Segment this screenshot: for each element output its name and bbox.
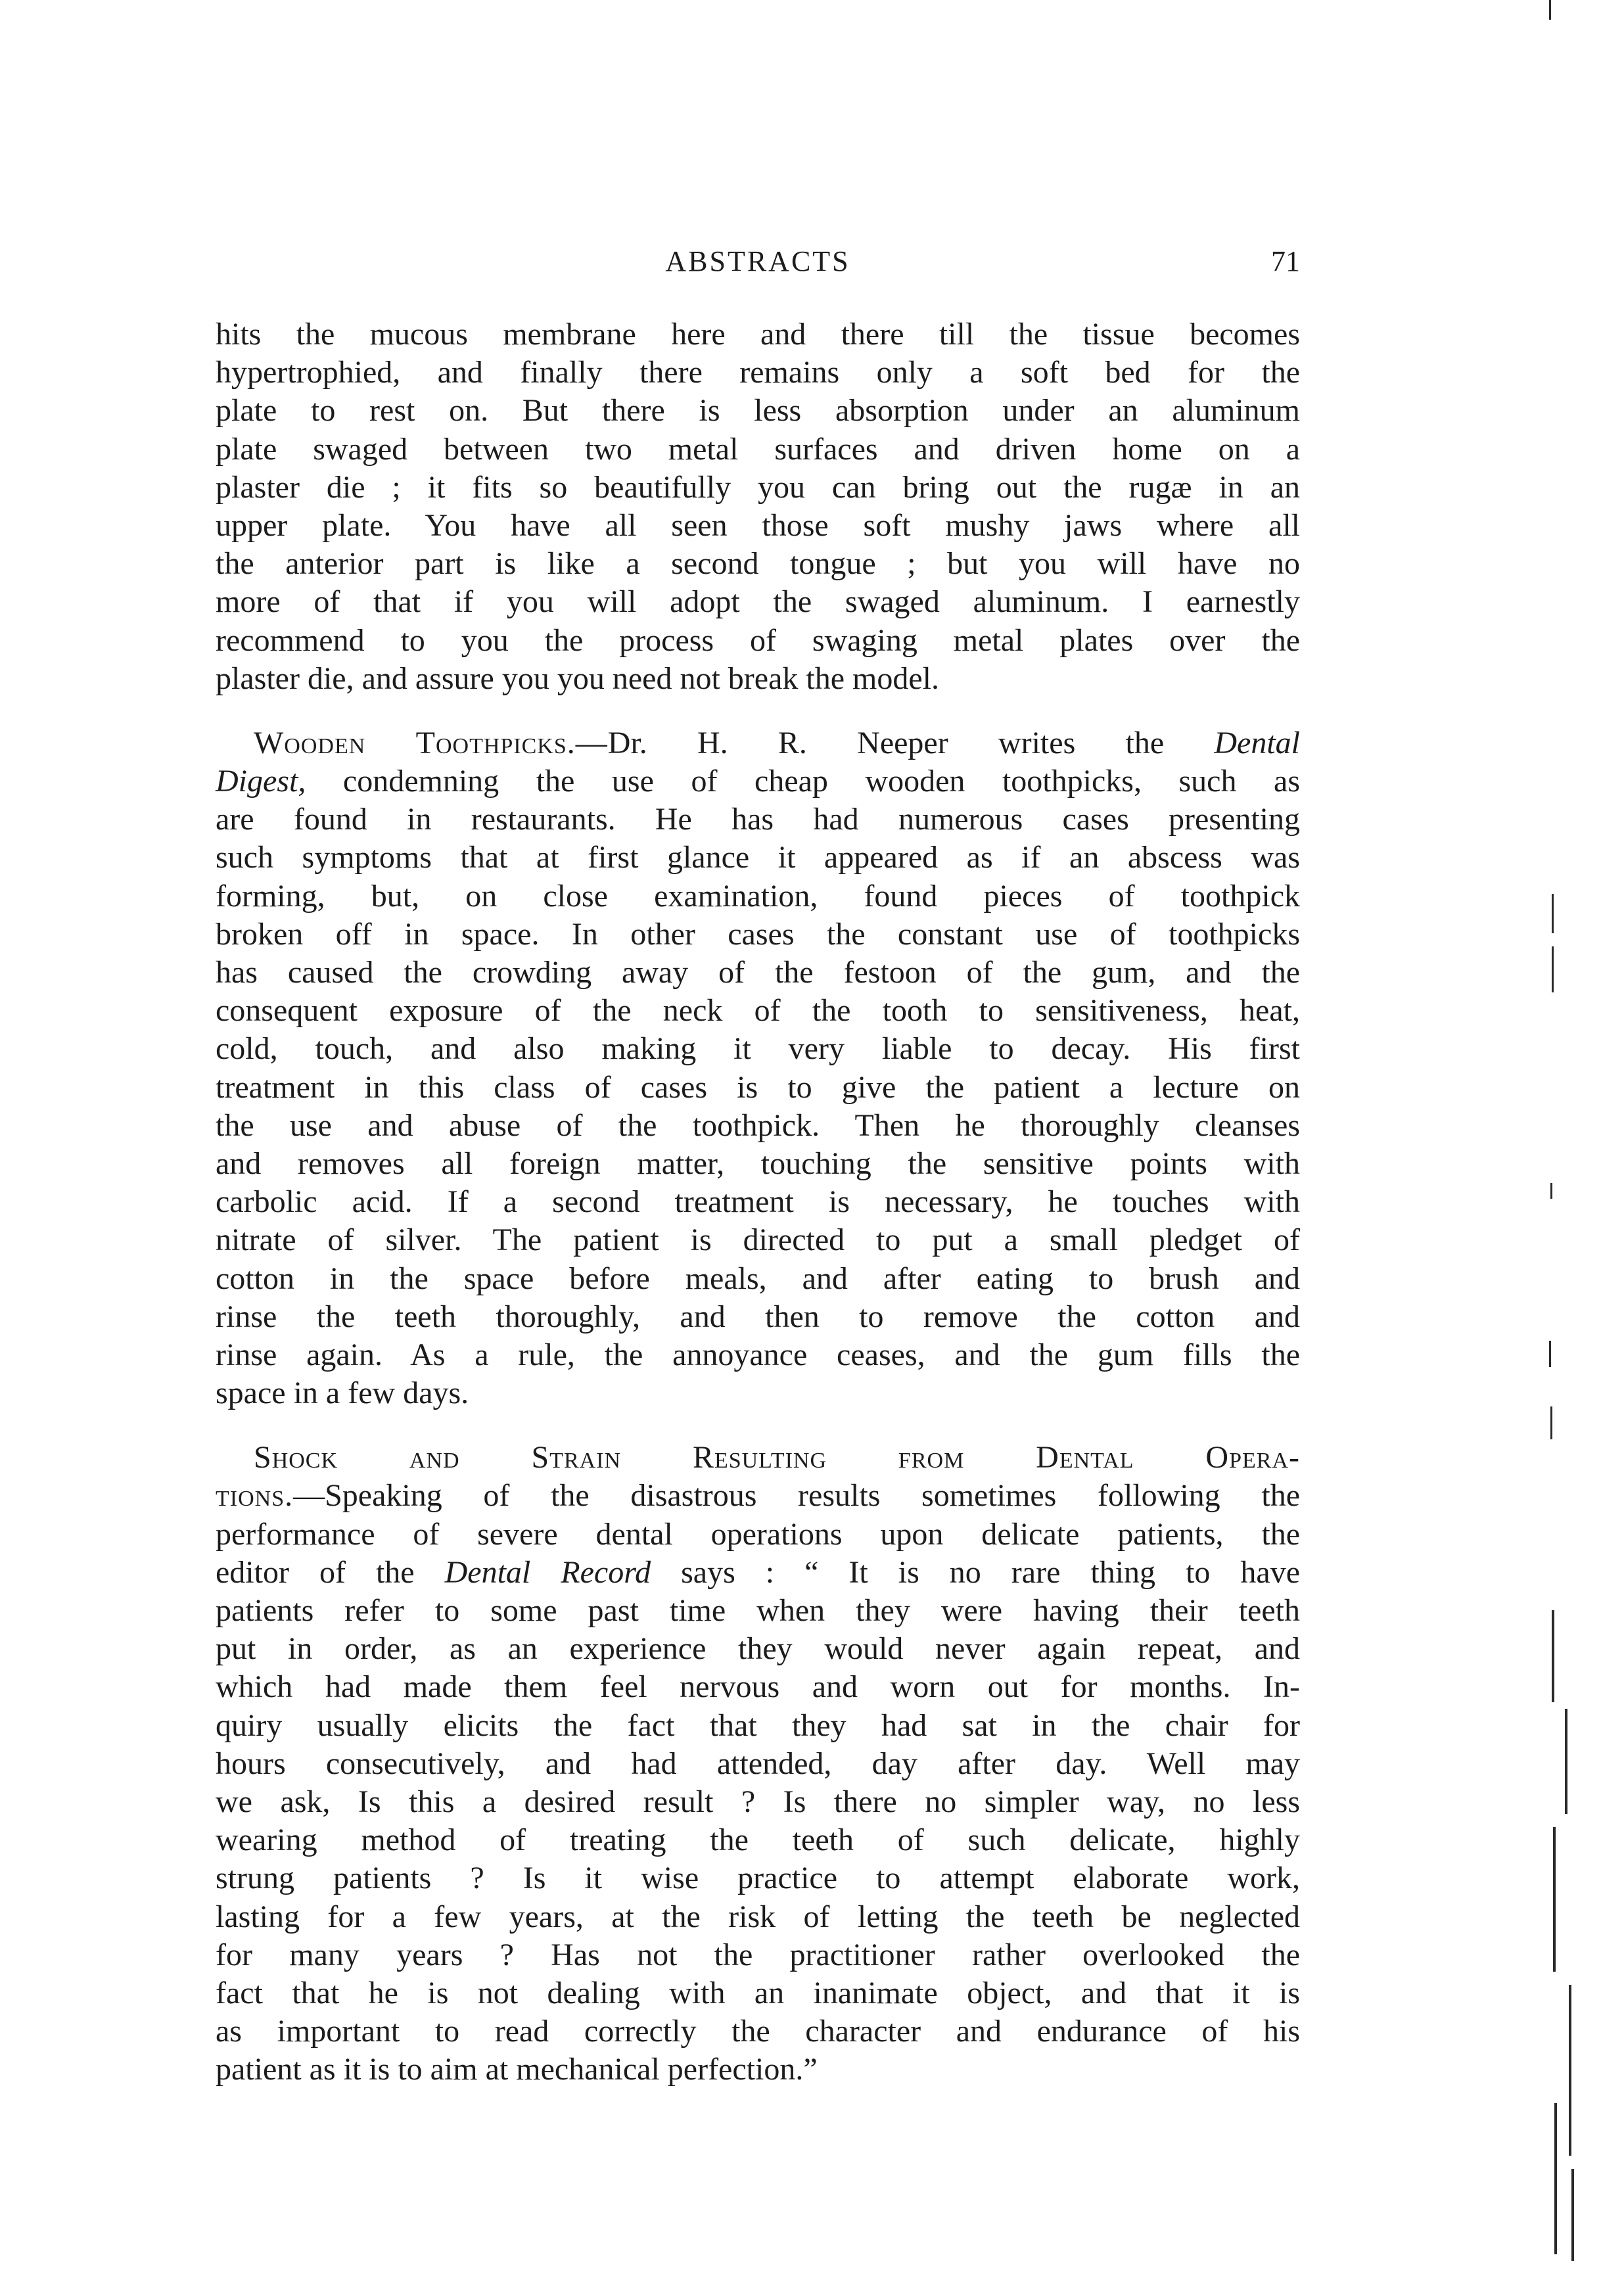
text-line: carbolic acid. If a second treatment is necessary, he touches with bbox=[216, 1184, 1300, 1220]
scan-mark bbox=[1549, 1341, 1551, 1367]
running-head bbox=[216, 244, 1300, 290]
text-line: consequent exposure of the neck of the tooth to sensitiveness, heat, bbox=[216, 993, 1300, 1029]
text-line: plate swaged between two metal surfaces and driven home on a bbox=[216, 431, 1300, 467]
text-line: quiry usually elicits the fact that they had sat in the chair for bbox=[216, 1707, 1300, 1743]
text-line: which had made them feel nervous and worn out for months. In- bbox=[216, 1669, 1300, 1705]
text-line: hypertrophied, and finally there remains only a soft bed for the bbox=[216, 355, 1300, 390]
text-line: plaster die ; it fits so beautifully you can bring out the rugæ in an bbox=[216, 469, 1300, 505]
text-segment: —Speaking of the disastrous results sometimes following the bbox=[293, 1478, 1300, 1514]
text-line: space in a few days. bbox=[216, 1376, 469, 1411]
page-number: 71 bbox=[1271, 245, 1300, 277]
scan-mark bbox=[1549, 0, 1551, 20]
text-line: patient as it is to aim at mechanical perfection.” bbox=[216, 2052, 818, 2087]
section-heading-shock: Shock and Strain Resulting from Dental Opera- bbox=[254, 1440, 1300, 1475]
scan-mark bbox=[1550, 1183, 1552, 1199]
running-title: ABSTRACTS bbox=[665, 245, 850, 277]
text-line: such symptoms that at first glance it appeared as if an abscess was bbox=[216, 840, 1300, 875]
text-line: nitrate of silver. The patient is directed to put a small pledget of bbox=[216, 1222, 1300, 1258]
text-line: and removes all foreign matter, touching the sensitive points with bbox=[216, 1146, 1300, 1181]
scan-mark bbox=[1571, 2169, 1574, 2261]
scan-mark bbox=[1550, 1406, 1552, 1439]
body-text bbox=[216, 315, 1300, 2089]
text-line bbox=[216, 1477, 1300, 1515]
text-line bbox=[216, 1554, 1300, 1592]
text-line: rinse the teeth thoroughly, and then to remove the cotton and bbox=[216, 1299, 1300, 1334]
text-line: we ask, Is this a desired result ? Is there no simpler way, no less bbox=[216, 1784, 1300, 1819]
text-line: as important to read correctly the character and endurance of his bbox=[216, 2014, 1300, 2049]
text-line: cotton in the space before meals, and after eating to brush and bbox=[216, 1261, 1300, 1296]
scan-edge-marks bbox=[1545, 0, 1624, 2274]
text-line: recommend to you the process of swaging metal plates over the bbox=[216, 622, 1300, 658]
text-line: more of that if you will adopt the swaged aluminum. I earnestly bbox=[216, 584, 1300, 620]
scan-mark bbox=[1552, 894, 1554, 933]
text-line: cold, touch, and also making it very liable to decay. His first bbox=[216, 1031, 1300, 1067]
section-heading-shock-end: tions. bbox=[216, 1478, 294, 1514]
text-segment: Dr. H. R. Neeper writes the bbox=[607, 725, 1165, 760]
text-line: for many years ? Has not the practitioner rather overlooked the bbox=[216, 1937, 1300, 1972]
text-line: the anterior part is like a second tongue ; but you will have no bbox=[216, 546, 1300, 582]
text-line: performance of severe dental operations upon delicate patients, the bbox=[216, 1516, 1300, 1552]
text-line: hours consecutively, and had attended, day after day. Well may bbox=[216, 1746, 1300, 1781]
text-line: fact that he is not dealing with an inanimate object, and that it is bbox=[216, 1975, 1300, 2010]
text-line: put in order, as an experience they would never again repeat, and bbox=[216, 1631, 1300, 1667]
scan-mark bbox=[1553, 1827, 1556, 1972]
paragraph-gap bbox=[216, 1412, 1300, 1439]
text-line: are found in restaurants. He has had numerous cases presenting bbox=[216, 802, 1300, 837]
journal-title: Dental bbox=[1214, 725, 1301, 760]
scan-mark bbox=[1552, 946, 1554, 992]
text-line: forming, but, on close examination, found pieces of toothpick bbox=[216, 878, 1300, 914]
text-segment: editor of the bbox=[216, 1554, 415, 1590]
text-line: rinse again. As a rule, the annoyance ceases, and the gum fills the bbox=[216, 1337, 1300, 1372]
paragraph-gap bbox=[216, 698, 1300, 724]
scan-mark bbox=[1554, 2103, 1557, 2254]
section-heading-toothpicks: Wooden Toothpicks.— bbox=[254, 725, 608, 760]
text-line: upper plate. You have all seen those soft mushy jaws where all bbox=[216, 507, 1300, 543]
text-segment: says : “ It is no rare thing to have bbox=[681, 1554, 1301, 1590]
text-line bbox=[216, 724, 1300, 762]
text-line: the use and abuse of the toothpick. Then he thoroughly cleanses bbox=[216, 1107, 1300, 1143]
text-line: treatment in this class of cases is to give the patient a lecture on bbox=[216, 1069, 1300, 1105]
text-line: patients refer to some past time when they were having their teeth bbox=[216, 1593, 1300, 1628]
journal-title: Dental Record bbox=[444, 1554, 651, 1590]
scan-mark bbox=[1569, 1985, 1571, 2156]
text-line: lasting for a few years, at the risk of letting the teeth be neglected bbox=[216, 1899, 1300, 1934]
text-line: wearing method of treating the teeth of such delicate, highly bbox=[216, 1822, 1300, 1858]
text-line: broken off in space. In other cases the constant use of toothpicks bbox=[216, 916, 1300, 952]
journal-title: Digest, bbox=[216, 764, 306, 799]
text-segment: condemning the use of cheap wooden toothpicks, such as bbox=[342, 764, 1301, 799]
scan-mark bbox=[1565, 1709, 1567, 1814]
scan-mark bbox=[1552, 1610, 1554, 1702]
text-line: strung patients ? Is it wise practice to attempt elaborate work, bbox=[216, 1861, 1300, 1896]
text-line: plate to rest on. But there is less absorption under an aluminum bbox=[216, 393, 1300, 429]
text-line: plaster die, and assure you you need not break the model. bbox=[216, 661, 939, 696]
text-line: hits the mucous membrane here and there till the tissue becomes bbox=[216, 317, 1300, 352]
text-line bbox=[216, 762, 1300, 801]
text-line: has caused the crowding away of the festoon of the gum, and the bbox=[216, 955, 1300, 990]
